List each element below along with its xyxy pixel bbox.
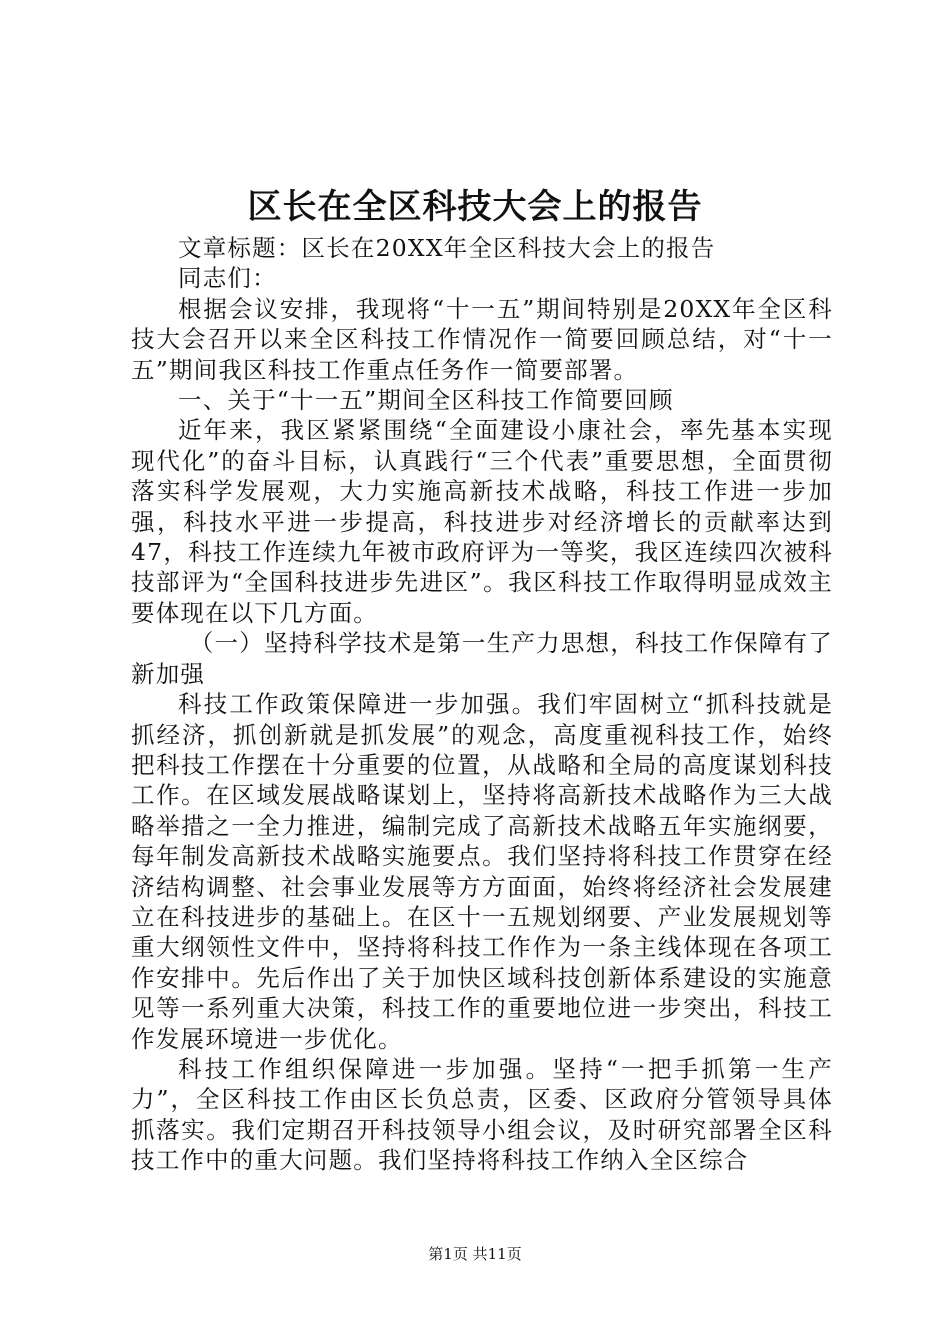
section-heading-1: 一、关于“十一五”期间全区科技工作简要回顾: [178, 386, 674, 415]
paragraph-intro: 根据会议安排，我现将“十一五”期间特别是20XX年全区科技大会召开以来全区科技工作情况作一简要回顾总结，对“十一五”期间我区科技工作重点任务作一简要部署。: [131, 294, 833, 384]
page-footer: 第1页 共11页: [428, 1245, 522, 1263]
salutation: 同志们：: [178, 264, 277, 293]
article-title-line: 文章标题：区长在20XX年全区科技大会上的报告: [178, 234, 716, 262]
paragraph-organization: 科技工作组织保障进一步加强。坚持“一把手抓第一生产力”，全区科技工作由区长负总责，区委、区政府分管领导具体抓落实。我们定期召开科技领导小组会议，及时研究部署全区科技工作中的重大问题。我们坚持将科技工作纳入全区综合: [131, 1054, 833, 1175]
subsection-heading-1: （一）坚持科学技术是第一生产力思想，科技工作保障有了新加强: [131, 629, 833, 688]
paragraph-review: 近年来，我区紧紧围绕“全面建设小康社会，率先基本实现现代化”的奋斗目标，认真践行“三个代表”重要思想，全面贯彻落实科学发展观，大力实施高新技术战略，科技工作进一步加强，科技水平进一步提高，科技进步对经济增长的贡献率达到47，科技工作连续九年被市政府评为一等奖，我区连续四次被科技部评为“全国科技进步先进区”。我区科技工作取得明显成效主要体现在以下几方面。: [131, 416, 833, 627]
document-title: 区长在全区科技大会上的报告: [247, 187, 703, 227]
paragraph-policy: 科技工作政策保障进一步加强。我们牢固树立“抓科技就是抓经济，抓创新就是抓发展”的观念，高度重视科技工作，始终把科技工作摆在十分重要的位置，从战略和全局的高度谋划科技工作。在区域发展战略谋划上，坚持将高新技术战略作为三大战略举措之一全力推进，编制完成了高新技术战略五年实施纲要，每年制发高新技术战略实施要点。我们坚持将科技工作贯穿在经济结构调整、社会事业发展等方方面面，始终将经济社会发展建立在科技进步的基础上。在区十一五规划纲要、产业发展规划等重大纲领性文件中，坚持将科技工作作为一条主线体现在各项工作安排中。先后作出了关于加快区域科技创新体系建设的实施意见等一系列重大决策，科技工作的重要地位进一步突出，科技工作发展环境进一步优化。: [131, 690, 833, 1053]
document-body: [131, 233, 833, 1176]
